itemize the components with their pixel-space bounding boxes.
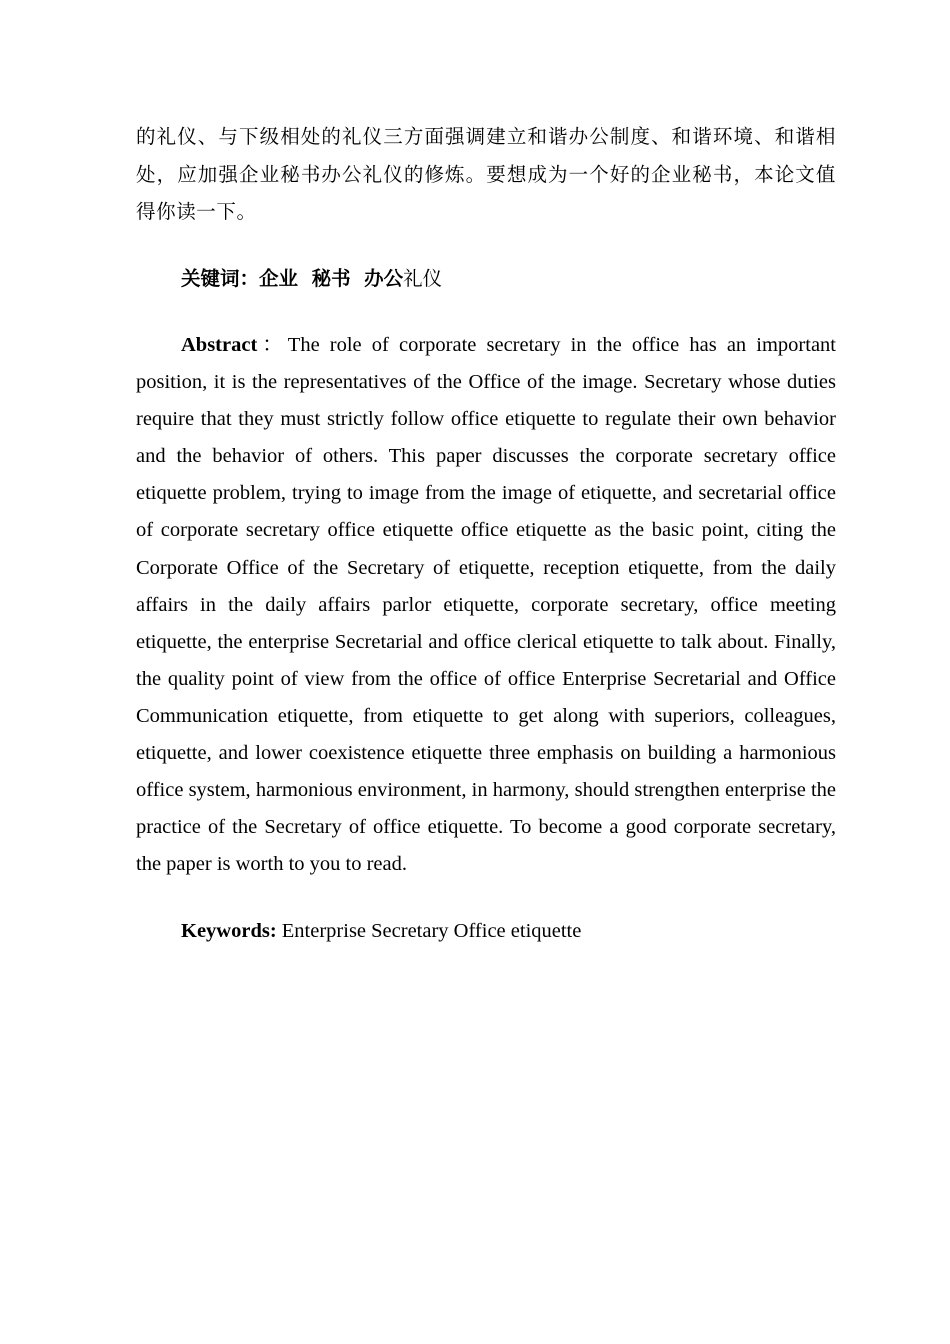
document-page: [136, 118, 836, 950]
english-abstract: [136, 327, 836, 883]
english-abstract-label: Abstract: [181, 334, 258, 356]
english-keywords-label: Keywords:: [181, 920, 277, 943]
chinese-keywords-label: 关键词：: [181, 266, 260, 290]
chinese-keywords-tail: 礼仪: [403, 266, 443, 290]
english-keywords-line: [136, 913, 836, 950]
chinese-abstract-continuation: 的礼仪、与下级相处的礼仪三方面强调建立和谐办公制度、和谐环境、和谐相处，应加强企业秘书办公礼仪的修炼。要想成为一个好的企业秘书，本论文值得你读一下。: [136, 125, 836, 223]
chinese-keywords-bold: 企业 秘书 办公: [259, 266, 404, 290]
english-abstract-separator: ：: [257, 334, 288, 356]
english-keywords-value: Enterprise Secretary Office etiquette: [281, 920, 582, 943]
chinese-keywords-line: [136, 260, 836, 298]
english-abstract-body: The role of corporate secretary in the office has an important position, it is the representatives of the Office of the image. Secretary whose duties require that they must strictly follow office etiquette to regulate their own behavior and the behavior of others. This paper discusses the corporate secretary office etiquette problem, trying to image from the image of etiquette, and secretarial office of corporate secretary office etiquette office etiquette as the basic point, citing the Corporate Office of the Secretary of etiquette, reception etiquette, from the daily affairs in the daily affairs parlor etiquette, corporate secretary, office meeting etiquette, the enterprise Secretarial and office clerical etiquette to talk about. Finally, the quality point of view from the office of office Enterprise Secretarial and Office Communication etiquette, from etiquette to get along with superiors, colleagues, etiquette, and lower coexistence etiquette three emphasis on building a harmonious office system, harmonious environment, in harmony, should strengthen enterprise the practice of the Secretary of office etiquette. To become a good corporate secretary, the paper is worth to you to read.: [136, 334, 836, 876]
